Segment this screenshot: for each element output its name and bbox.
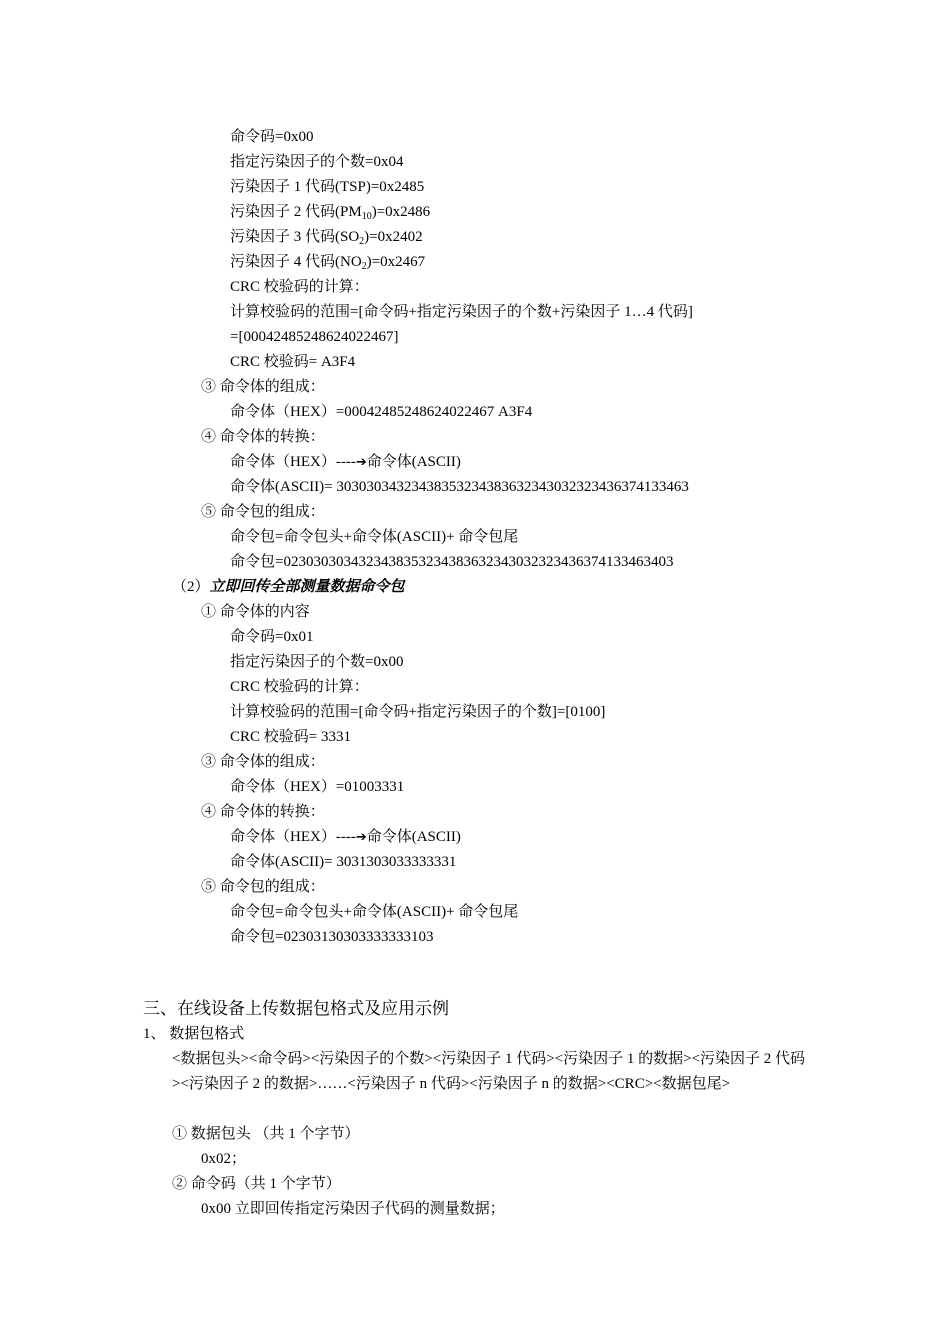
packet-composition-title: ⑤ 命令包的组成： [201,504,325,520]
header-value: 0x02； [201,1151,247,1167]
conversion-from: 命令体（HEX）---- [230,454,356,470]
factor-3-line [230,227,423,252]
packet-value-line: 命令包=0230303034323438353234383632343032323436374133463403 [230,554,674,570]
factor-4-line [230,252,425,277]
factor-4-subscript: 2 [361,261,367,272]
command-code-line: 命令码=0x01 [230,629,314,645]
packet-composition-title: ⑤ 命令包的组成： [201,879,325,895]
crc-calc-label: CRC 校验码的计算： [230,279,369,295]
arrow-right-icon: ➔ [355,830,367,845]
body-composition-title: ③ 命令体的组成： [201,379,325,395]
body-content-title: ① 命令体的内容 [201,604,310,620]
body-conversion-title: ④ 命令体的转换： [201,429,325,445]
factor-count-line: 指定污染因子的个数=0x00 [230,654,404,670]
body-ascii-line: 命令体(ASCII)= 30303034323438353234383632343032323436374133463 [230,479,689,495]
factor-1-line: 污染因子 1 代码(TSP)=0x2485 [230,179,425,195]
factor-3-subscript: 2 [359,236,365,247]
factor-2-line [230,202,430,227]
section-2-heading: 立即回传全部测量数据命令包 [209,579,405,595]
body-ascii-line: 命令体(ASCII)= 3031303033333331 [230,854,457,870]
command-code-line: 命令码=0x00 [230,129,314,145]
crc-range-line: 计算校验码的范围=[命令码+指定污染因子的个数+污染因子 1…4 代码] [230,304,693,320]
body-hex-line: 命令体（HEX）=00042485248624022467 A3F4 [230,404,533,420]
body-conversion-title: ④ 命令体的转换： [201,804,325,820]
header-title: ① 数据包头 （共 1 个字节） [172,1126,360,1142]
factor-2-code: )=0x2486 [371,204,431,220]
factor-4-text: 污染因子 4 代码(NO [230,254,362,270]
packet-format-paragraph: <数据包头><命令码><污染因子的个数><污染因子 1 代码><污染因子 1 的数据><污染因子 2 代码><污染因子 2 的数据>……<污染因子 n 代码><污染因子 n 的数据><CRC><数据包尾> [172,1051,806,1092]
conversion-to: 命令体(ASCII) [366,829,461,845]
conversion-to: 命令体(ASCII) [366,454,461,470]
section-2-number: （2） [172,579,210,595]
factor-count-line: 指定污染因子的个数=0x04 [230,154,404,170]
factor-3-code: )=0x2402 [364,229,423,245]
crc-range-line: 计算校验码的范围=[命令码+指定污染因子的个数]=[0100] [230,704,606,720]
conversion-line [230,827,461,848]
packet-formula-line: 命令包=命令包头+命令体(ASCII)+ 命令包尾 [230,904,519,920]
factor-4-code: )=0x2467 [366,254,426,270]
crc-range-value: =[00042485248624022467] [230,329,399,345]
command-code-value: 0x00 立即回传指定污染因子代码的测量数据； [201,1201,505,1217]
body-composition-title: ③ 命令体的组成： [201,754,325,770]
factor-2-subscript: 10 [361,211,372,222]
command-code-title: ② 命令码（共 1 个字节） [172,1176,341,1192]
crc-value-line: CRC 校验码= 3331 [230,729,351,745]
section-3-heading: 三、在线设备上传数据包格式及应用示例 [143,999,449,1018]
factor-2-text: 污染因子 2 代码(PM [230,204,362,220]
body-hex-line: 命令体（HEX）=01003331 [230,779,405,795]
packet-value-line: 命令包=02303130303333333103 [230,929,434,945]
crc-value-line: CRC 校验码= A3F4 [230,354,356,370]
arrow-right-icon: ➔ [355,455,367,470]
crc-calc-label: CRC 校验码的计算： [230,679,369,695]
conversion-line [230,452,461,473]
item-1-title: 1、 数据包格式 [143,1026,245,1042]
conversion-from: 命令体（HEX）---- [230,829,356,845]
section-2-title [172,577,405,597]
packet-formula-line: 命令包=命令包头+命令体(ASCII)+ 命令包尾 [230,529,519,545]
factor-3-text: 污染因子 3 代码(SO [230,229,360,245]
